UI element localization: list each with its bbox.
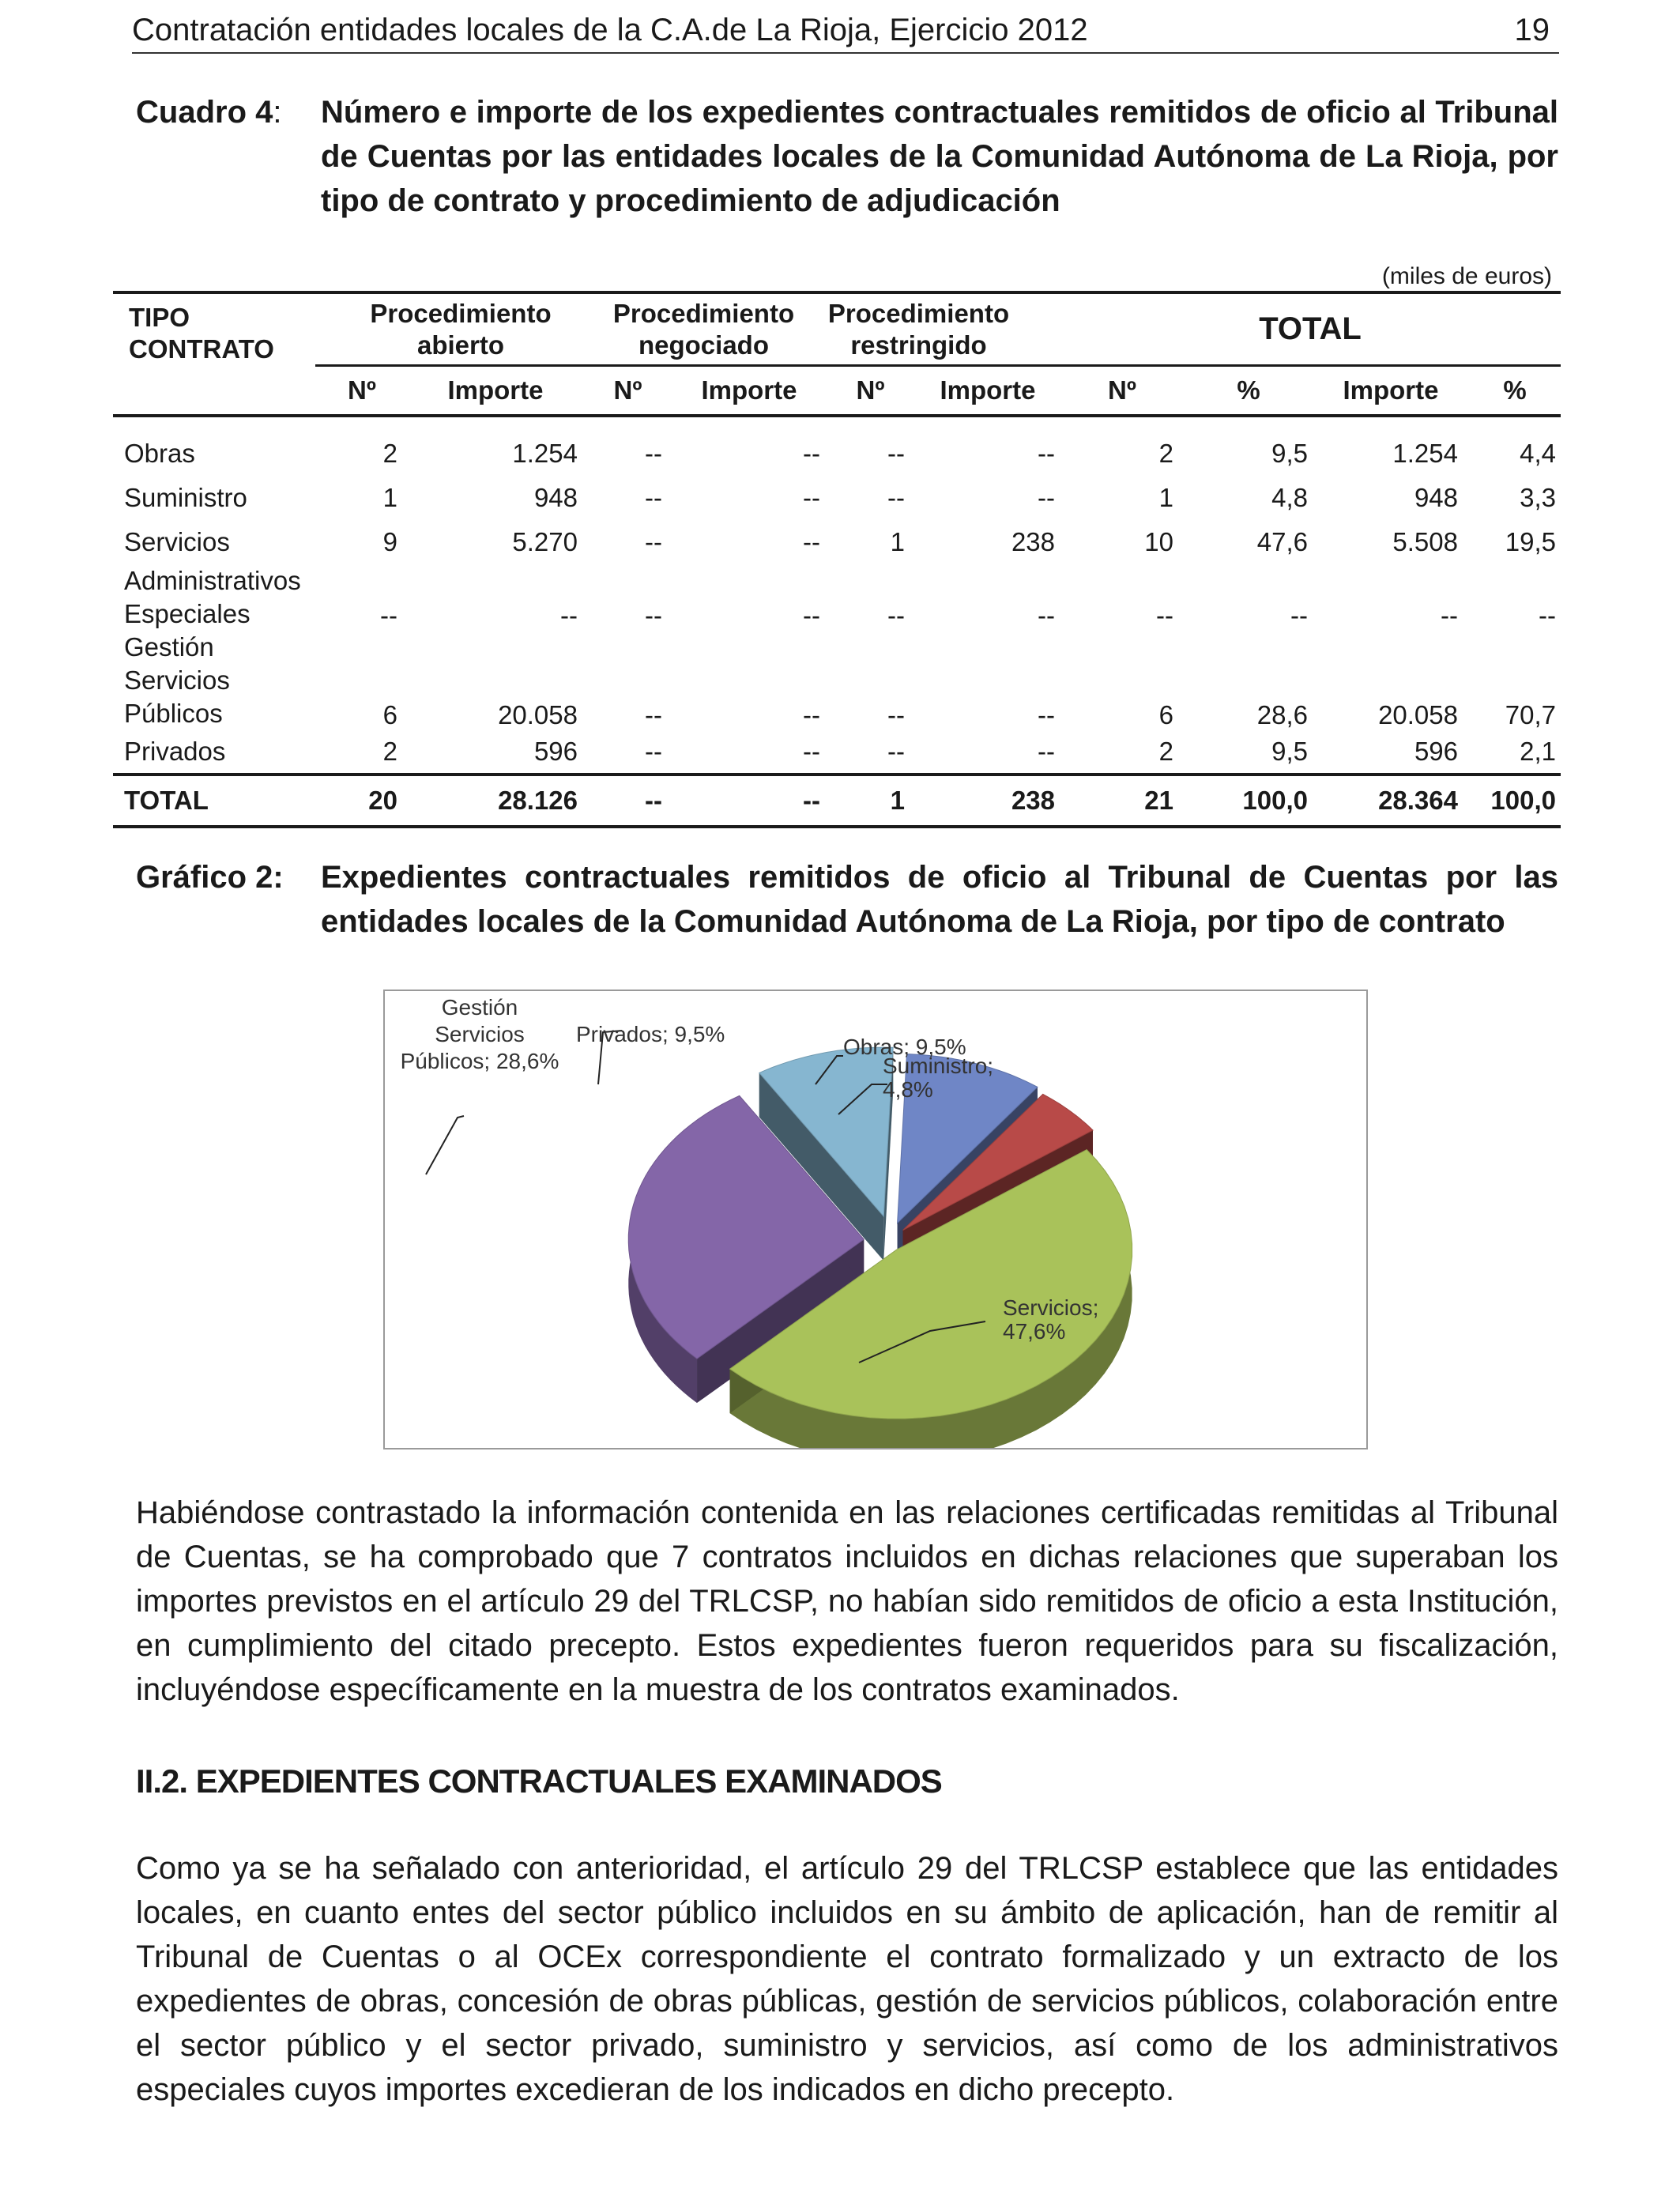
paragraph-1: Habiéndose contrastado la información contenida en las relaciones certificadas remitidas al Tribunal de Cuentas, se ha comprobado que 7 contratos incluidos en dichas relaciones que superaban los importes previstos en el artículo 29 del TRLCSP, no habían sido remitidos de oficio a esta Institución, en cumplimiento del citado precepto. Estos expedientes fueron requeridos para su fiscalización, incluyéndose específicamente en la muestra de los contratos examinados. bbox=[136, 1495, 1558, 1707]
table-cell: 20.058 bbox=[1378, 699, 1458, 729]
table-cell: 6 bbox=[382, 699, 397, 729]
table-cell: -- bbox=[1441, 600, 1458, 630]
header-procedimiento-abierto: Procedimiento abierto bbox=[370, 298, 552, 360]
table-cell: 3,3 bbox=[1520, 482, 1556, 512]
table-cell: 4,8 bbox=[1271, 482, 1308, 512]
table-cell: 10 bbox=[1144, 526, 1173, 556]
table-cell: -- bbox=[1539, 600, 1556, 630]
table-cell: -- bbox=[803, 600, 820, 630]
table-cell: -- bbox=[645, 438, 662, 468]
table-caption-label: Cuadro 4: bbox=[136, 95, 282, 130]
page-header bbox=[132, 8, 1559, 54]
row-label: Gestión Servicios Públicos bbox=[124, 631, 230, 728]
table-cell: 1 bbox=[1158, 482, 1173, 512]
table-caption-text: Número e importe de los expedientes contractuales remitidos de oficio al Tribunal de Cuentas por las entidades locales de la Comunidad Autónoma de La Rioja, por tipo de contrato y procedimiento de adjudicación bbox=[321, 95, 1558, 218]
table-cell: -- bbox=[380, 600, 397, 630]
table-cell: 1.254 bbox=[1392, 438, 1458, 468]
table-cell: 1 bbox=[890, 526, 905, 556]
pie-data-label: Gestión bbox=[441, 995, 518, 1020]
table-cell: 70,7 bbox=[1505, 699, 1556, 729]
table-row bbox=[113, 631, 1561, 730]
paragraph-2: Como ya se ha señalado con anterioridad, el artículo 29 del TRLCSP establece que las entidades locales, en cuanto entes del sector público incluidos en su ámbito de aplicación, han de remitir al Tribunal de Cuentas o al OCEx correspondiente el contrato formalizado y un extracto de los expedientes de obras, concesión de obras públicas, gestión de servicios públicos, colaboración entre el sector público y el sector privado, suministro y servicios, así como de los administrativos especiales cuyos importes excedieran de los indicados en dicho precepto. bbox=[136, 1851, 1558, 2107]
document-title: Contratación entidades locales de la C.A.de La Rioja, Ejercicio 2012 bbox=[132, 13, 1088, 47]
table-cell: 19,5 bbox=[1505, 526, 1556, 556]
table-cell: 948 bbox=[1414, 482, 1458, 512]
pie-data-label: Servicios bbox=[435, 1022, 525, 1046]
chart-caption-text: Expedientes contractuales remitidos de oficio al Tribunal de Cuentas por las entidades locales de la Comunidad Autónoma de La Rioja, por tipo de contrato bbox=[321, 860, 1558, 939]
row-label: Obras bbox=[124, 438, 195, 468]
pie-chart-svg bbox=[385, 991, 1366, 1448]
table-cell: 47,6 bbox=[1256, 526, 1308, 556]
row-label: Administrativos Especiales bbox=[124, 565, 301, 628]
table-cell: 2 bbox=[382, 438, 397, 468]
table-cell: 9,5 bbox=[1271, 736, 1308, 766]
subheader-abierto-importe: Importe bbox=[447, 375, 544, 405]
table-cell: 2 bbox=[1158, 736, 1173, 766]
header-tipo-contrato: TIPO CONTRATO bbox=[129, 302, 274, 364]
table-cell: 596 bbox=[533, 736, 578, 766]
row-label: Servicios bbox=[124, 526, 230, 556]
table-caption bbox=[136, 90, 1558, 224]
contracts-table bbox=[113, 291, 1561, 828]
subheader-restringido-importe: Importe bbox=[940, 375, 1036, 405]
pie-data-label: Obras; 9,5% bbox=[843, 1035, 966, 1059]
subheader-negociado-n: Nº bbox=[613, 375, 642, 405]
table-cell: -- bbox=[1038, 600, 1055, 630]
table-cell: 1.254 bbox=[512, 438, 578, 468]
total-cell: 1 bbox=[890, 785, 905, 815]
table-cell: -- bbox=[887, 482, 905, 512]
table-cell: 2,1 bbox=[1520, 736, 1556, 766]
table-cell: 1 bbox=[382, 482, 397, 512]
table-cell: 9 bbox=[382, 526, 397, 556]
header-total: TOTAL bbox=[1259, 311, 1362, 347]
pie-label-leader bbox=[426, 1116, 464, 1174]
pie-data-label: 4,8% bbox=[883, 1077, 933, 1102]
header-procedimiento-restringido: Procedimiento restringido bbox=[827, 298, 1010, 360]
table-cell: 9,5 bbox=[1271, 438, 1308, 468]
subheader-restringido-n: Nº bbox=[856, 375, 885, 405]
table-cell: -- bbox=[1038, 438, 1055, 468]
table-cell: -- bbox=[887, 600, 905, 630]
table-cell: 2 bbox=[1158, 438, 1173, 468]
table-cell: 20.058 bbox=[498, 699, 578, 729]
table-cell: -- bbox=[887, 736, 905, 766]
table-cell: -- bbox=[560, 600, 578, 630]
pie-chart bbox=[383, 990, 1368, 1449]
pie-data-label: Públicos; 28,6% bbox=[400, 1049, 559, 1073]
subheader-negociado-importe: Importe bbox=[701, 375, 797, 405]
table-units-note: (miles de euros) bbox=[1381, 263, 1552, 289]
table-cell: 948 bbox=[533, 482, 578, 512]
table-cell: -- bbox=[1156, 600, 1173, 630]
table-cell: -- bbox=[645, 600, 662, 630]
table-cell: 28,6 bbox=[1256, 699, 1308, 729]
table-cell: -- bbox=[1038, 699, 1055, 729]
table-cell: -- bbox=[803, 736, 820, 766]
page-number: 19 bbox=[1514, 13, 1550, 47]
row-label: Privados bbox=[124, 736, 226, 766]
section-heading: II.2. EXPEDIENTES CONTRACTUALES EXAMINADOS bbox=[136, 1762, 942, 1800]
table-cell: -- bbox=[645, 526, 662, 556]
subheader-total-n: Nº bbox=[1108, 375, 1136, 405]
total-cell: 28.126 bbox=[498, 785, 578, 815]
table-cell: 238 bbox=[1011, 526, 1055, 556]
table-cell: 6 bbox=[1158, 699, 1173, 729]
header-procedimiento-negociado: Procedimiento negociado bbox=[612, 298, 795, 360]
table-cell: -- bbox=[1290, 600, 1308, 630]
table-row bbox=[113, 520, 1561, 564]
total-cell: 20 bbox=[368, 785, 397, 815]
table-cell: -- bbox=[887, 699, 905, 729]
total-cell: -- bbox=[803, 785, 820, 815]
row-label: Suministro bbox=[124, 482, 247, 512]
chart-caption-label: Gráfico 2: bbox=[136, 860, 284, 895]
pie-data-label: 47,6% bbox=[1003, 1319, 1066, 1344]
subheader-total-pct-n: % bbox=[1237, 375, 1260, 405]
total-cell: 100,0 bbox=[1242, 785, 1308, 815]
table-cell: -- bbox=[887, 438, 905, 468]
pie-data-label: Privados; 9,5% bbox=[576, 1022, 725, 1046]
table-row bbox=[113, 476, 1561, 520]
chart-caption bbox=[136, 855, 1558, 950]
total-cell: 21 bbox=[1144, 785, 1173, 815]
table-cell: 2 bbox=[382, 736, 397, 766]
table-cell: -- bbox=[803, 482, 820, 512]
subheader-total-importe: Importe bbox=[1343, 375, 1439, 405]
pie-data-label: Suministro; bbox=[883, 1054, 994, 1078]
table-cell: -- bbox=[645, 736, 662, 766]
table-cell: -- bbox=[803, 699, 820, 729]
table-row bbox=[113, 416, 1561, 476]
table-cell: -- bbox=[645, 699, 662, 729]
total-cell: 100,0 bbox=[1490, 785, 1556, 815]
total-label: TOTAL bbox=[124, 785, 209, 815]
subheader-total-pct-importe: % bbox=[1503, 375, 1527, 405]
table-cell: -- bbox=[1038, 482, 1055, 512]
total-cell: 28.364 bbox=[1378, 785, 1458, 815]
table-total-row bbox=[113, 775, 1561, 827]
table-cell: 4,4 bbox=[1520, 438, 1556, 468]
table-cell: 5.270 bbox=[512, 526, 578, 556]
total-cell: 238 bbox=[1011, 785, 1055, 815]
table-cell: 596 bbox=[1414, 736, 1458, 766]
pie-data-label: Servicios; bbox=[1003, 1295, 1099, 1320]
table-cell: -- bbox=[803, 526, 820, 556]
table-row bbox=[113, 730, 1561, 775]
table-cell: 5.508 bbox=[1392, 526, 1458, 556]
table-cell: -- bbox=[645, 482, 662, 512]
table-cell: -- bbox=[803, 438, 820, 468]
subheader-abierto-n: Nº bbox=[348, 375, 376, 405]
table-row bbox=[113, 564, 1561, 631]
total-cell: -- bbox=[645, 785, 662, 815]
table-cell: -- bbox=[1038, 736, 1055, 766]
